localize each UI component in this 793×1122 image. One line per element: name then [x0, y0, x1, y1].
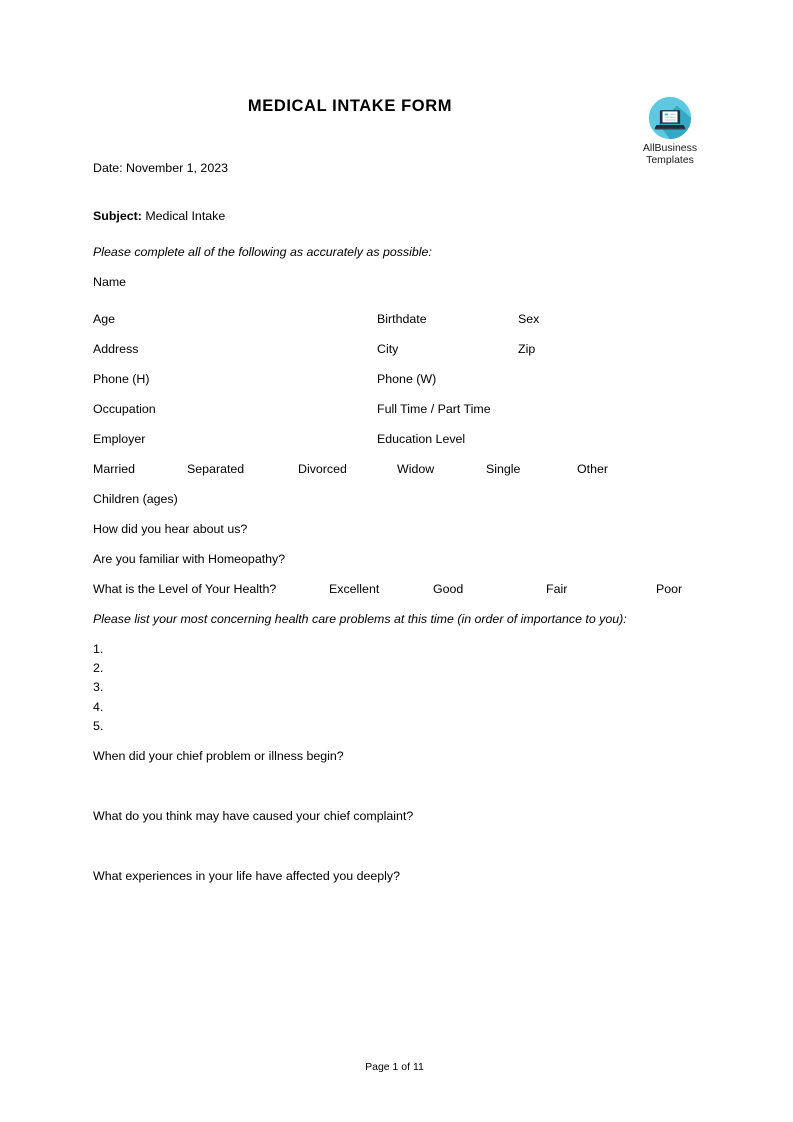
field-label-age: Age [93, 312, 116, 326]
page-title: MEDICAL INTAKE FORM [247, 97, 453, 115]
marital-option-married[interactable]: Married [93, 462, 135, 476]
logo-line-2: Templates [646, 153, 694, 166]
field-label-address: Address [93, 342, 139, 356]
field-label-city: City [377, 342, 399, 356]
list-item: 1. [93, 642, 104, 656]
field-label-sex: Sex [518, 312, 540, 326]
date-line: Date: November 1, 2023 [93, 161, 228, 175]
question-hear-about-us: How did you hear about us? [93, 522, 248, 536]
field-label-occupation: Occupation [93, 402, 156, 416]
health-option-excellent[interactable]: Excellent [329, 582, 380, 596]
marital-option-single[interactable]: Single [486, 462, 521, 476]
field-label-phone-home: Phone (H) [93, 372, 150, 386]
list-item: 2. [93, 661, 104, 675]
field-label-birthdate: Birthdate [377, 312, 427, 326]
field-label-education-level: Education Level [377, 432, 466, 446]
subject-line [93, 209, 225, 224]
question-experiences-affected: What experiences in your life have affected you deeply? [93, 869, 400, 883]
subject-value: Medical Intake [145, 209, 226, 223]
instruction-text: Please complete all of the following as accurately as possible: [93, 245, 432, 259]
marital-option-widow[interactable]: Widow [397, 462, 435, 476]
logo-wordmark [630, 143, 710, 166]
marital-option-divorced[interactable]: Divorced [298, 462, 347, 476]
list-item: 5. [93, 719, 104, 733]
field-label-children-ages: Children (ages) [93, 492, 178, 506]
question-health-level: What is the Level of Your Health? [93, 582, 277, 596]
question-when-began: When did your chief problem or illness begin? [93, 749, 344, 763]
question-caused-complaint: What do you think may have caused your chief complaint? [93, 809, 414, 823]
logo-line-1: AllBusiness [642, 142, 698, 154]
instruction-list-problems: Please list your most concerning health care problems at this time (in order of importance to you): [93, 612, 627, 626]
allbusiness-templates-logo [630, 96, 710, 166]
marital-option-other[interactable]: Other [577, 462, 608, 476]
health-option-good[interactable]: Good [433, 582, 464, 596]
list-item: 3. [93, 680, 104, 694]
health-option-fair[interactable]: Fair [546, 582, 568, 596]
field-label-full-part-time: Full Time / Part Time [377, 402, 491, 416]
field-label-phone-work: Phone (W) [377, 372, 437, 386]
field-label-name: Name [93, 275, 127, 289]
subject-label: Subject: [93, 209, 142, 223]
health-option-poor[interactable]: Poor [656, 582, 683, 596]
laptop-circle-icon [648, 96, 692, 140]
marital-option-separated[interactable]: Separated [187, 462, 245, 476]
field-label-zip: Zip [518, 342, 536, 356]
page-footer: Page 1 of 11 [365, 1061, 424, 1073]
question-familiar-homeopathy: Are you familiar with Homeopathy? [93, 552, 286, 566]
list-item: 4. [93, 700, 104, 714]
field-label-employer: Employer [93, 432, 146, 446]
